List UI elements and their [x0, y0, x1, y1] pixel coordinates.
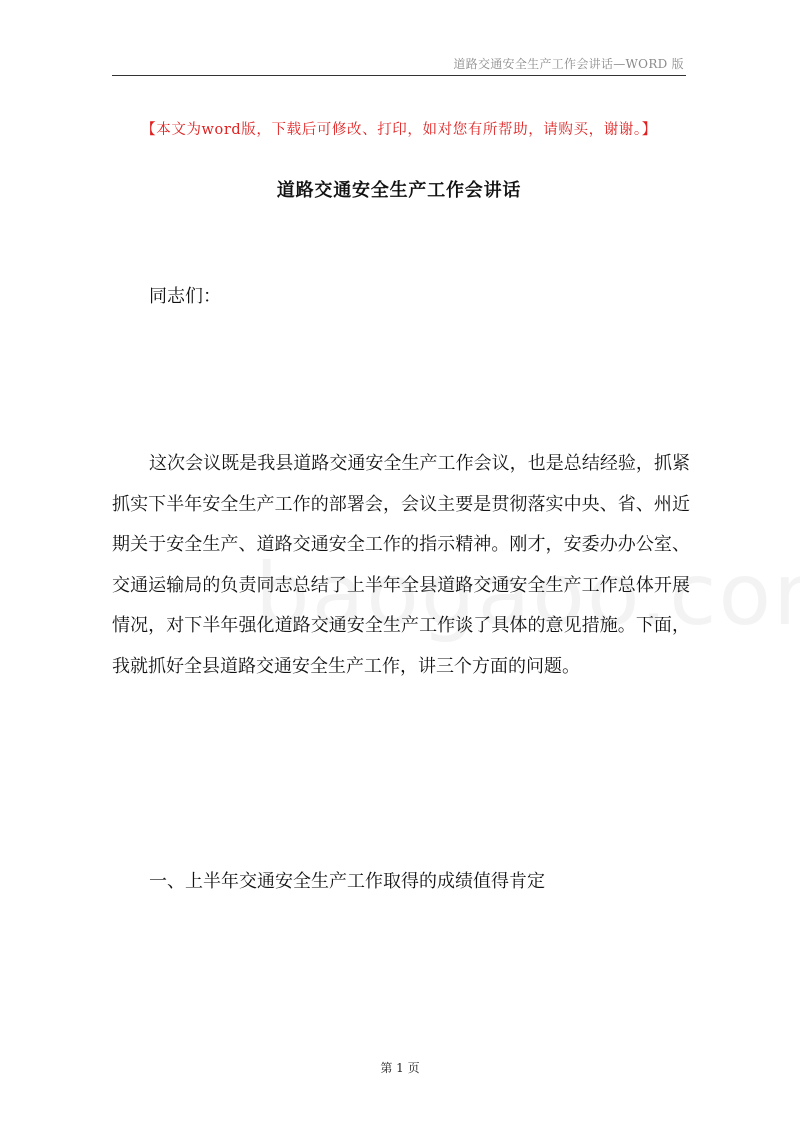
section-heading: 一、上半年交通安全生产工作取得的成绩值得肯定 — [149, 871, 545, 892]
header-divider — [112, 75, 686, 76]
document-title: 道路交通安全生产工作会讲话 — [276, 180, 522, 201]
download-notice: 【本文为word版，下载后可修改、打印，如对您有所帮助，请购买，谢谢。】 — [141, 122, 657, 138]
running-header: 道路交通安全生产工作会讲话—WORD 版 — [453, 57, 684, 71]
page-number: 第 1 页 — [380, 1061, 420, 1075]
body-paragraph: 这次会议既是我县道路交通安全生产工作会议，也是总结经验，抓紧抓实下半年安全生产工作的部署会，会议主要是贯彻落实中央、省、州近期关于安全生产、道路交通安全工作的指示精神。刚才，安委办办公室、交通运输局的负责同志总结了上半年全县道路交通安全生产工作总体开展情况，对下半年强化道路交通安全生产工作谈了具体的意见措施。下面，我就抓好全县道路交通安全生产工作，讲三个方面的问题。 — [112, 453, 690, 677]
salutation: 同志们： — [149, 286, 221, 307]
